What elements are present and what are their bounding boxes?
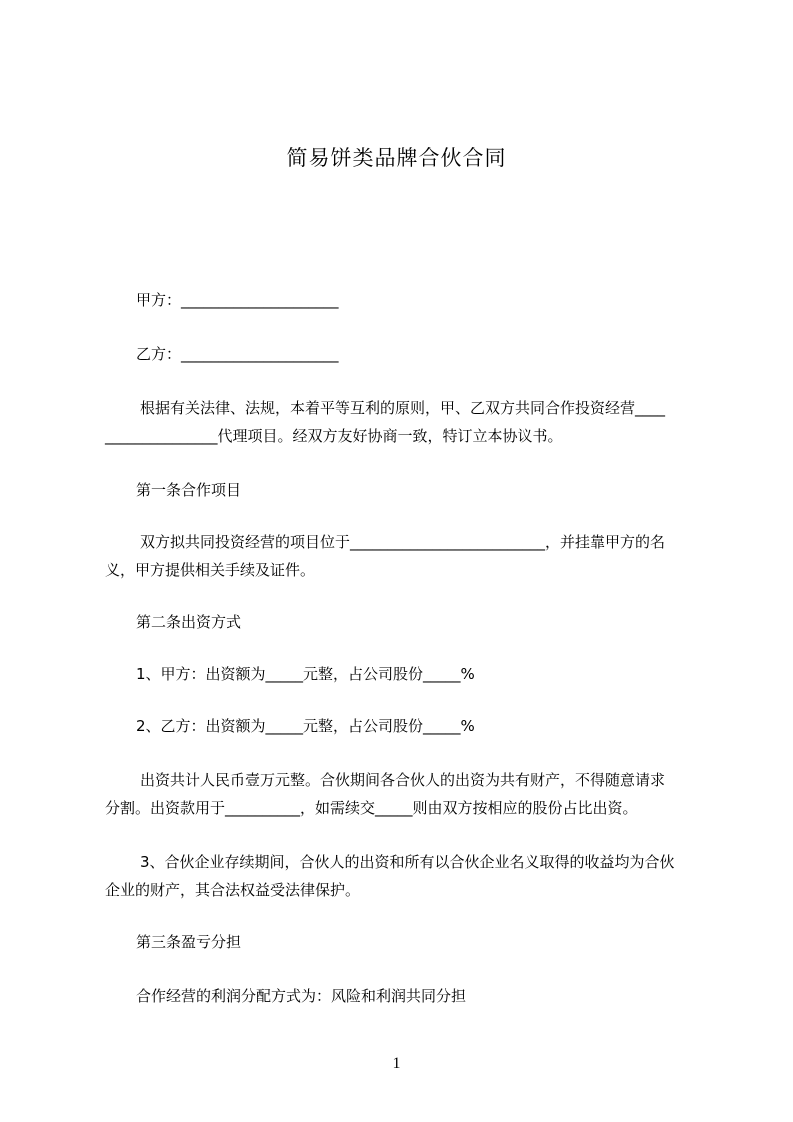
party-a-line: 甲方：_____________________ xyxy=(136,291,339,309)
article-2-item-3-line-1: 3、合伙企业存续期间，合伙人的出资和所有以合伙企业名义取得的收益均为合伙 xyxy=(140,853,675,871)
page-number: 1 xyxy=(392,1055,401,1072)
article-2-paragraph-line-2: 分割。出资款用于__________，如需续交_____则由双方按相应的股份占比出资。 xyxy=(105,799,638,817)
party-b-line: 乙方：_____________________ xyxy=(136,345,339,363)
article-1-line-1: 双方拟共同投资经营的项目位于__________________________，并挂靠甲方的名 xyxy=(140,533,666,551)
article-2-item-2: 2、乙方：出资额为_____元整，占公司股份_____% xyxy=(136,717,475,735)
article-2-item-3-line-2: 企业的财产，其合法权益受法律保护。 xyxy=(105,881,361,899)
article-3-heading: 第三条盈亏分担 xyxy=(136,933,242,951)
intro-paragraph-line-1: 根据有关法律、法规，本着平等互利的原则，甲、乙双方共同合作投资经营____ xyxy=(140,399,666,417)
document-title: 简易饼类品牌合伙合同 xyxy=(286,146,507,170)
article-2-heading: 第二条出资方式 xyxy=(136,613,242,631)
article-1-line-2: 义，甲方提供相关手续及证件。 xyxy=(105,561,316,579)
article-2-paragraph-line-1: 出资共计人民币壹万元整。合伙期间各合伙人的出资为共有财产，不得随意请求 xyxy=(140,771,666,789)
article-3-line-1: 合作经营的利润分配方式为：风险和利润共同分担 xyxy=(136,987,467,1005)
intro-paragraph-line-2: _______________代理项目。经双方友好协商一致，特订立本协议书。 xyxy=(105,427,563,445)
article-2-item-1: 1、甲方：出资额为_____元整，占公司股份_____% xyxy=(136,665,475,683)
article-1-heading: 第一条合作项目 xyxy=(136,481,242,499)
